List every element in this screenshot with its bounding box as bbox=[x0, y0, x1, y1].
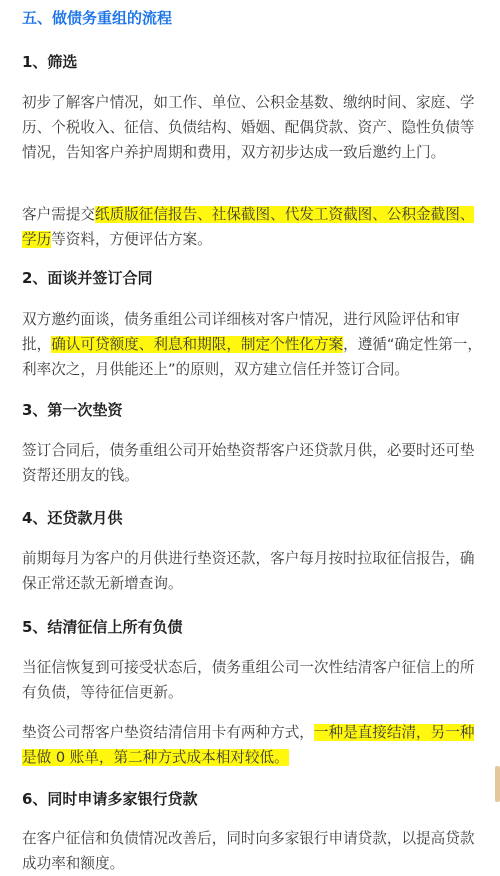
paragraph-5-2: 垫资公司帮客户垫资结清信用卡有两种方式，一种是直接结清，另一种是做 0 账单，第二种方式成本相对较低。 bbox=[22, 724, 475, 766]
paragraph-5-1: 当征信恢复到可接受状态后，债务重组公司一次性结清客户征信上的所有负债，等待征信更新。 bbox=[22, 659, 475, 701]
highlight-text: 纸质版征信报告、社保截图、代发工资截图、公积金截图、学历 bbox=[22, 206, 475, 248]
highlight-text: 确认可贷额度、利息和期限，制定个性化方案 bbox=[51, 336, 344, 353]
paragraph-4-1: 前期每月为客户的月供进行垫资还款，客户每月按时拉取征信报告，确保正常还款无新增查询。 bbox=[22, 550, 475, 592]
paragraph-1-1: 初步了解客户情况，如工作、单位、公积金基数、缴纳时间、家庭、学历、个税收入、征信、负债结构、婚姻、配偶贷款、资产、隐性负债等情况，告知客户养护周期和费用，双方初步达成一致后邀约上门。 bbox=[22, 94, 475, 161]
paragraph-3-1: 签订合同后，债务重组公司开始垫资帮客户还贷款月供，必要时还可垫资帮还朋友的钱。 bbox=[22, 442, 475, 484]
section-heading-3: 3、第一次垫资 bbox=[22, 401, 123, 419]
section-heading-6: 6、同时申请多家银行贷款 bbox=[22, 790, 198, 808]
paragraph-6-1: 在客户征信和负债情况改善后，同时向多家银行申请贷款，以提高贷款成功率和额度。 bbox=[22, 830, 475, 872]
section-heading-2: 2、面谈并签订合同 bbox=[22, 269, 153, 287]
section-heading-1: 1、筛选 bbox=[22, 53, 78, 71]
paragraph-2-1: 双方邀约面谈，债务重组公司详细核对客户情况，进行风险评估和审批，确认可贷额度、利息和期限，制定个性化方案，遵循“确定性第一，利率次之，月供能还上”的原则，双方建立信任并签订合同。 bbox=[22, 311, 482, 378]
paragraph-1-2: 客户需提交纸质版征信报告、社保截图、代发工资截图、公积金截图、学历等资料，方便评估方案。 bbox=[22, 206, 475, 248]
scrollbar-thumb[interactable] bbox=[495, 766, 500, 802]
section-heading-4: 4、还贷款月供 bbox=[22, 509, 123, 527]
highlight-text: 一种是直接结清，另一种是做 0 账单，第二种方式成本相对较低。 bbox=[22, 724, 475, 766]
page-title: 五、做债务重组的流程 bbox=[22, 9, 173, 27]
section-heading-5: 5、结清征信上所有负债 bbox=[22, 618, 183, 636]
